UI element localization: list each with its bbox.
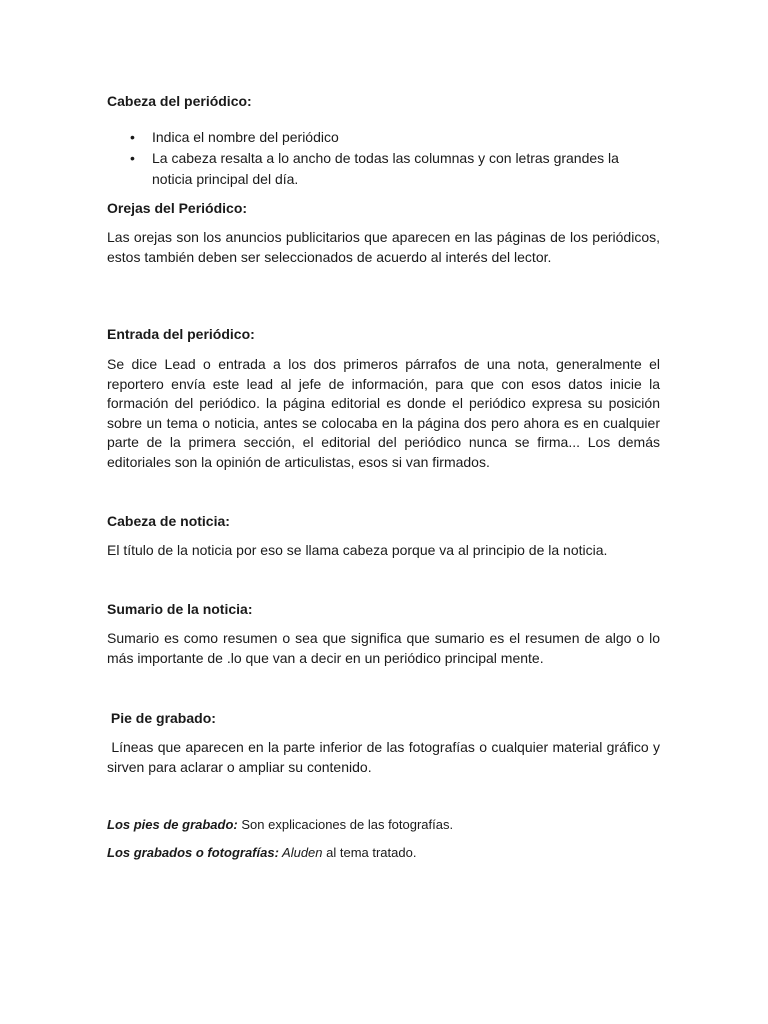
heading-cabeza-noticia: Cabeza de noticia:: [107, 513, 230, 529]
paragraph-sumario: Sumario es como resumen o sea que significa que sumario es el resumen de algo o lo más importante de .lo que van a decir en un periódico principal mente.: [107, 630, 660, 666]
bullet-icon: •: [130, 129, 135, 145]
note-pies-grabado: [107, 816, 453, 834]
list-item-text: La cabeza resalta a lo ancho de todas las columnas y con letras grandes la noticia principal del día.: [152, 150, 619, 187]
heading-cabeza-periodico: Cabeza del periódico:: [107, 93, 252, 109]
note-grabados-fotografias: [107, 844, 416, 862]
heading-pie-grabado: Pie de grabado:: [107, 710, 216, 726]
heading-entrada: Entrada del periódico:: [107, 326, 255, 342]
bullet-icon: •: [130, 150, 135, 166]
list-item: [107, 127, 660, 148]
paragraph-cabeza-noticia: El título de la noticia por eso se llama cabeza porque va al principio de la noticia.: [107, 542, 608, 558]
note-text: Son explicaciones de las fotografías.: [237, 817, 454, 832]
list-item: [107, 148, 660, 190]
paragraph-orejas: Las orejas son los anuncios publicitarios que aparecen en las páginas de los periódicos, estos también deben ser seleccionados de acuerdo al interés del lector.: [107, 229, 660, 265]
heading-sumario: Sumario de la noticia:: [107, 601, 253, 617]
heading-orejas: Orejas del Periódico:: [107, 200, 248, 216]
note-term: Los grabados o fotografías:: [107, 845, 279, 860]
paragraph-pie-grabado: Líneas que aparecen en la parte inferior de las fotografías o cualquier material gráfico y sirven para aclarar o ampliar su contenido.: [107, 739, 664, 775]
note-text: al tema tratado.: [322, 845, 417, 860]
bullet-list: [107, 127, 660, 190]
paragraph-entrada: Se dice Lead o entrada a los dos primeros párrafos de una nota, generalmente el reportero envía este lead al jefe de información, para que con esos datos inicie la formación del periódico. la página editorial es donde el periódico expresa su posición sobre un tema o noticia, antes se colocaba en la página dos pero ahora es en cualquier parte de la primera sección, el editorial del periódico nunca se firma... Los demás editoriales son la opinión de articulistas, esos si van firmados.: [107, 356, 660, 470]
note-italic-text: Aluden: [278, 845, 323, 860]
list-item-text: Indica el nombre del periódico: [152, 129, 339, 145]
note-term: Los pies de grabado:: [107, 817, 238, 832]
